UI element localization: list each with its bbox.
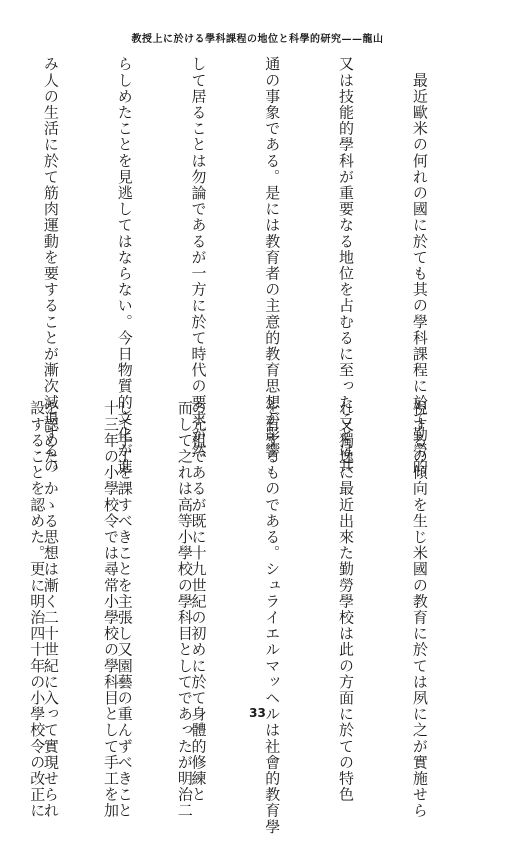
- text-block-bottom-left: [28, 400, 246, 819]
- text-column: の元祖であるが既に十九世紀の初めに於て身體的修練と: [189, 400, 208, 803]
- text-column: 最近歐米の何れの國に於ても其の學科課程に於て勤勞的: [410, 56, 429, 475]
- text-block-top: [36, 56, 481, 475]
- text-column: らしめたことを見逃してはならない。今日物質的文化が進: [115, 56, 134, 475]
- text-column: 而して之れは高等小學校の學科目としてであったが明治二: [175, 400, 194, 819]
- text-column: を有するものである。シュライエルマッヘルは社會的教育學: [263, 400, 282, 835]
- page-number: 33: [249, 706, 266, 720]
- text-column: して手工を課すべきことを主張し又園藝の重んずべきこと: [115, 400, 134, 819]
- text-column: 視するの傾向を生じ米國の教育に於ては夙に之が實施せら: [410, 400, 429, 819]
- text-column: して居ることは勿論であるが一方に於て時代の要求が然: [189, 56, 208, 459]
- text-column: 設することを認めた。更に明治四十年の小學校令の改正に: [28, 400, 47, 819]
- running-title: 教授上に於ける學科課程の地位と科學的研究——龍山: [131, 34, 384, 45]
- text-column: み人の生活に於て筋肉運動を要することが漸次減退するの: [41, 56, 60, 475]
- text-column: 通の事象である。是には教育者の主意的教育思想が影響: [263, 56, 282, 459]
- text-column: れ又獨逸に最近出來た勤勞學校は此の方面に於ての特色: [337, 400, 356, 803]
- text-column: 又は技能的學科が重要なる地位を占むるに至ったことは共: [337, 56, 356, 475]
- text-column: を認めた。かゝる思想は漸く二十世紀に入って實現せられ: [41, 400, 60, 819]
- text-column: 十三年の小學校令では尋常小學校の學科目として手工を加: [102, 400, 121, 819]
